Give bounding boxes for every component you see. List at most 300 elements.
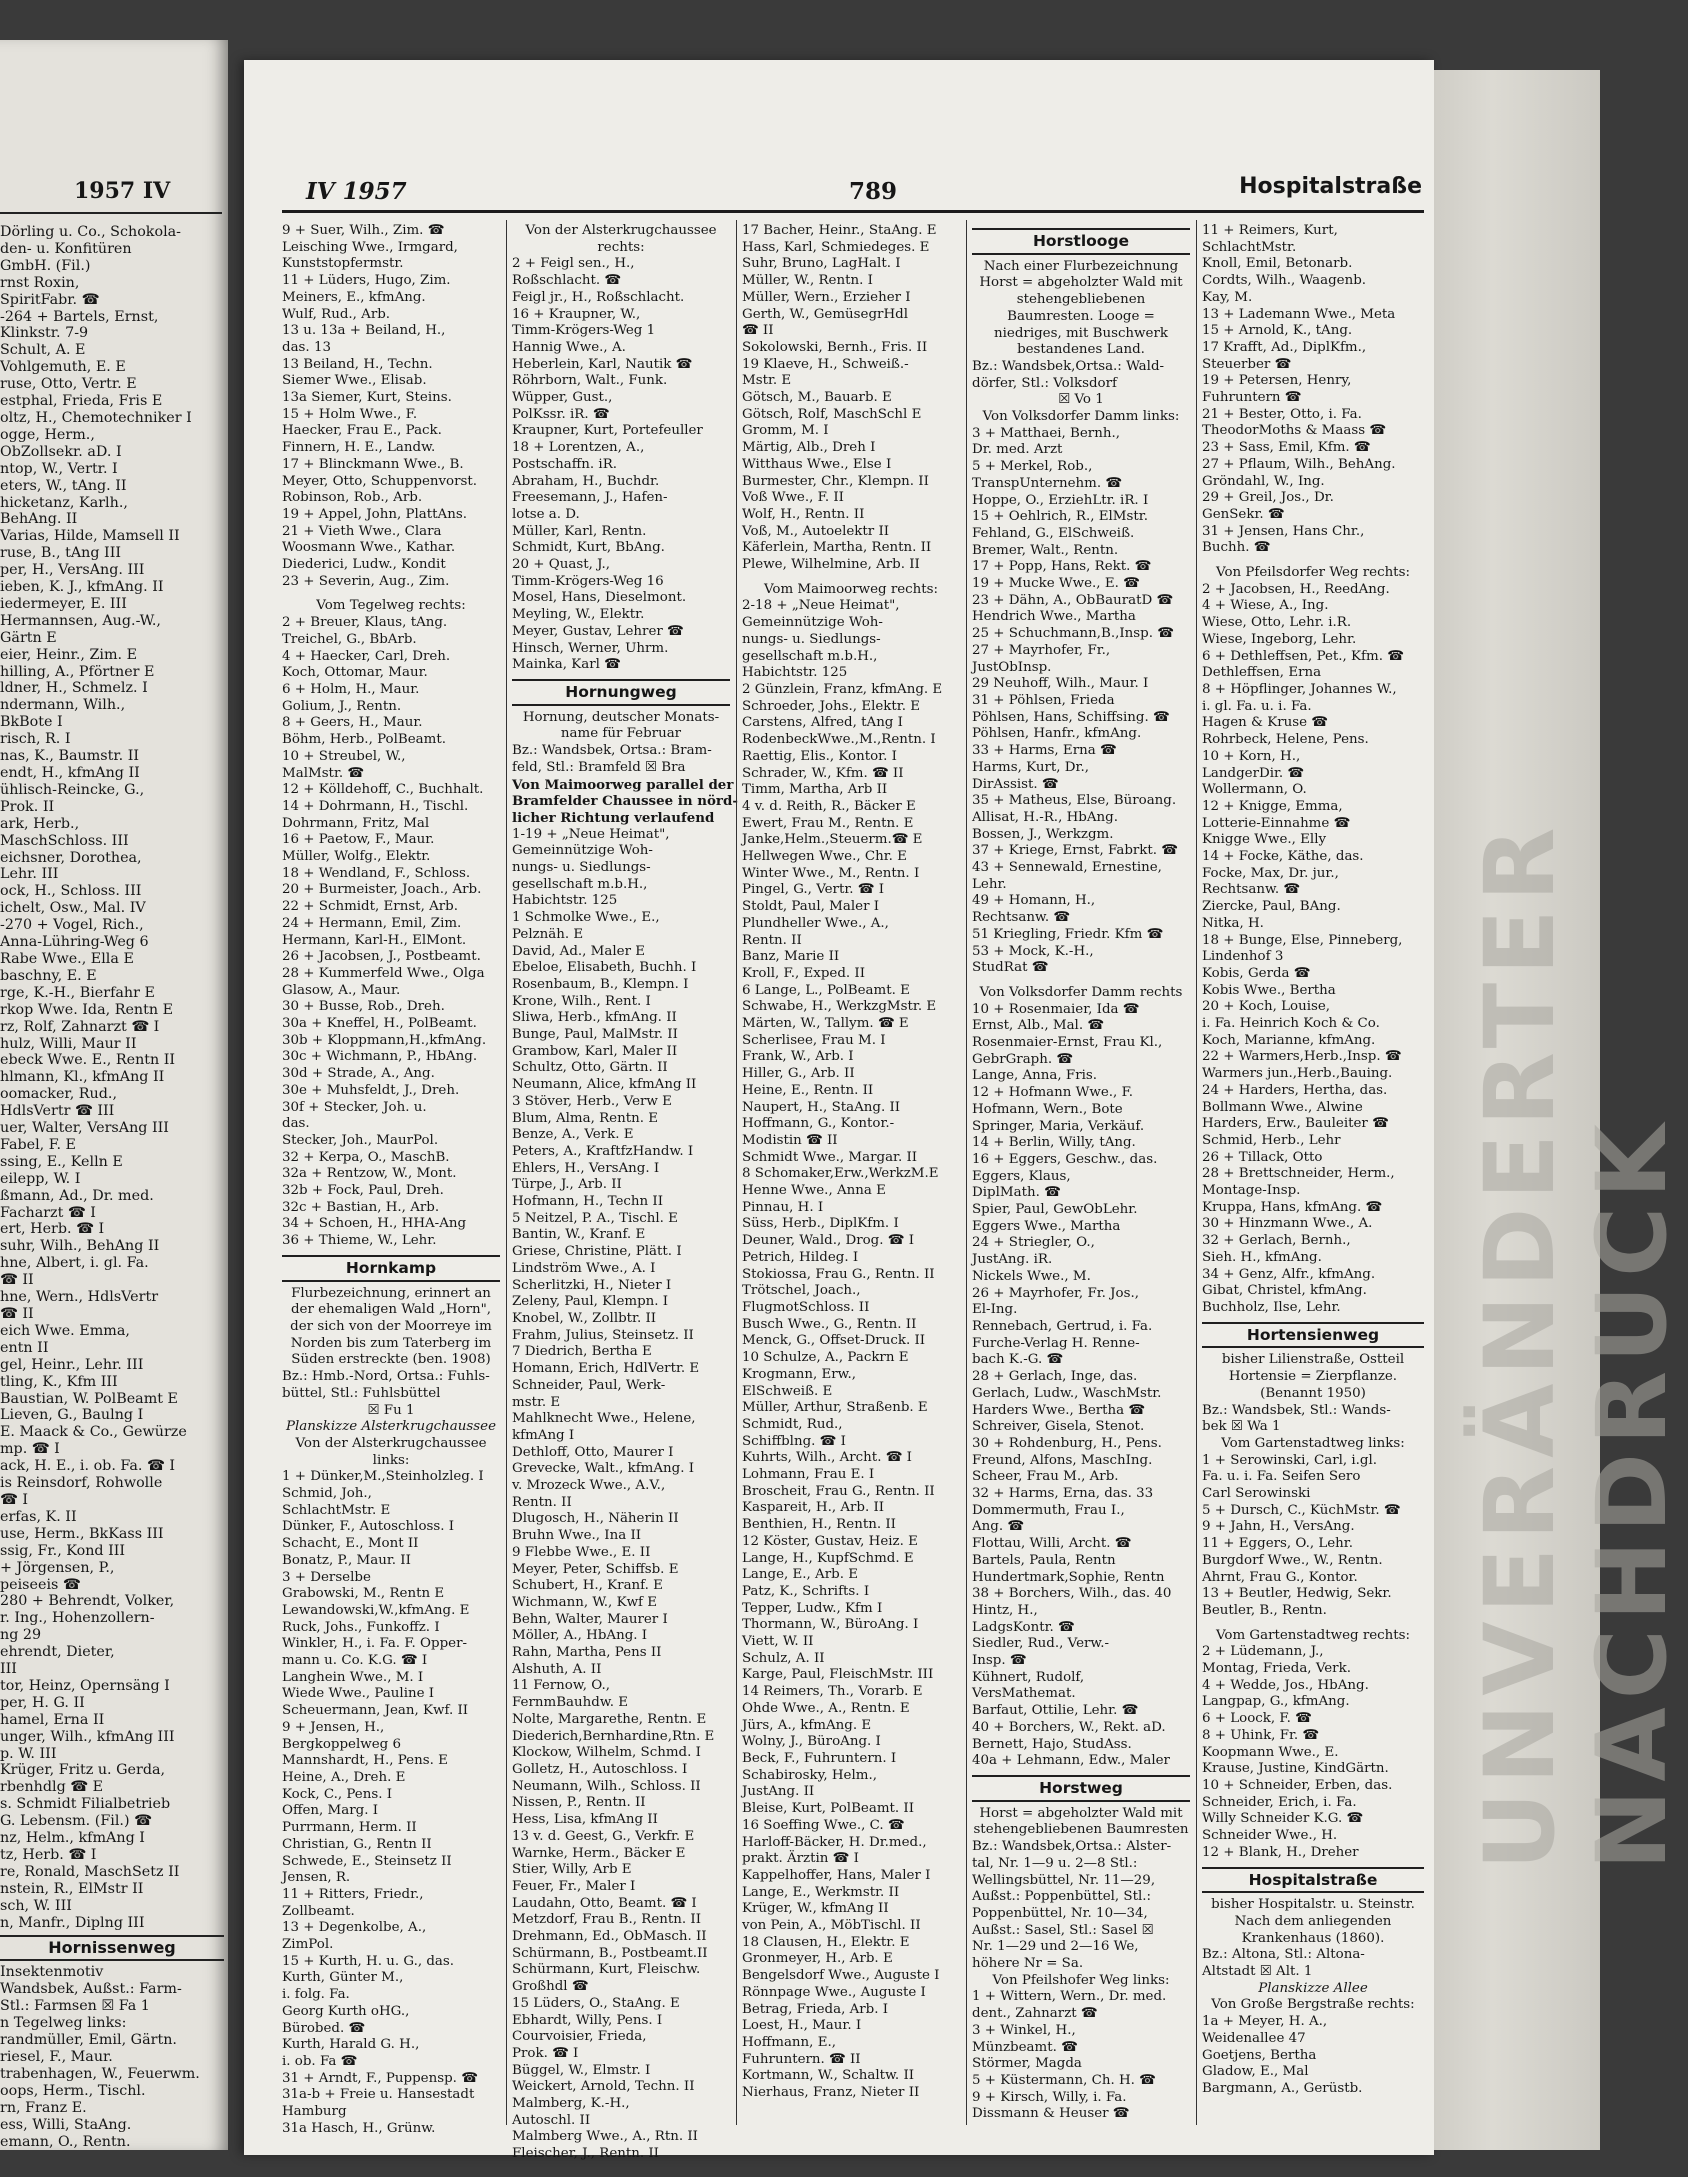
directory-entry: Rohrbeck, Helene, Pens. xyxy=(1202,732,1369,748)
directory-entry: Rosenmaier-Ernst, Frau Kl., xyxy=(972,1035,1163,1051)
directory-entry: Schult, A. E xyxy=(0,342,86,359)
directory-entry: uer, Walter, VersAng III xyxy=(0,1120,169,1137)
directory-entry: 2 Günzlein, Franz, kfmAng. E xyxy=(742,681,943,697)
directory-entry: 17 Bacher, Heinr., StaAng. E xyxy=(742,223,937,238)
directory-entry: 24 + Striegler, O., xyxy=(972,1235,1095,1251)
directory-entry: Nach einer Flurbezeichnung Horst = abgeholzter Wald mit stehengebliebenen Baumresten. Looge = niedriges, mit Buschwerk bestandenes Land. xyxy=(979,258,1183,358)
directory-entry: 30 + Busse, Rob., Dreh. xyxy=(282,999,445,1015)
directory-entry: Nickels Wwe., M. xyxy=(972,1268,1091,1284)
directory-entry: Ewert, Frau M., Rentn. E xyxy=(742,815,914,831)
directory-entry: 20 + Koch, Louise, xyxy=(1202,999,1331,1015)
directory-entry: Patz, K., Schrifts. I xyxy=(742,1583,870,1599)
directory-entry: GmbH. (Fil.) xyxy=(0,257,91,274)
directory-entry: Hess, Lisa, kfmAng II xyxy=(512,1812,658,1828)
directory-entry: p. W. III xyxy=(0,1745,57,1762)
directory-entry: ichelt, Osw., Mal. IV xyxy=(0,900,146,917)
directory-entry: Möller, A., HbAng. I xyxy=(512,1628,648,1644)
directory-entry: 15 + Oehlrich, R., ElMstr. xyxy=(972,509,1148,525)
directory-entry: Schrader, W., Kfm. ☎ II xyxy=(742,765,904,781)
directory-entry: Krogmann, Erw., xyxy=(742,1366,857,1382)
directory-entry: Schneider Wwe., H. xyxy=(1202,1828,1338,1844)
directory-entry: von Pein, A., MöbTischl. II xyxy=(742,1918,921,1934)
directory-entry: 53 + Mock, K.-H., xyxy=(972,943,1094,959)
directory-entry: Leisching Wwe., Irmgard, xyxy=(282,239,458,255)
directory-entry: 16 + Eggers, Geschw., das. xyxy=(972,1151,1158,1167)
directory-entry: Bz.: Wandsbek,Ortsa.: Wald- xyxy=(972,358,1165,374)
directory-entry: Buchh. ☎ xyxy=(1202,540,1271,556)
directory-entry: Rennebach, Gertrud, i. Fa. xyxy=(972,1319,1153,1334)
directory-entry: Schulz, A. II xyxy=(742,1650,825,1666)
directory-entry: Krause, Justine, KindGärtn. xyxy=(1202,1761,1389,1777)
directory-entry: -264 + Bartels, Ernst, xyxy=(0,308,159,325)
directory-entry: re, Ronald, MaschSetz II xyxy=(0,1863,180,1880)
directory-entry: Störmer, Magda xyxy=(972,2056,1082,2072)
directory-entry: Bunge, Paul, MalMstr. II xyxy=(512,1027,678,1043)
directory-entry: Hornung, deutscher Monats- xyxy=(522,709,720,725)
directory-entry: bisher Hospitalstr. u. Steinstr. xyxy=(1211,1897,1415,1913)
directory-entry: ack, H. E., i. ob. Fa. ☎ I xyxy=(0,1458,175,1475)
directory-entry: Wolny, J., BüroAng. I xyxy=(742,1734,881,1750)
directory-entry: gesellschaft m.b.H., xyxy=(742,648,878,664)
directory-entry: eich Wwe. Emma, xyxy=(0,1322,130,1339)
directory-entry: Weidenallee 47 xyxy=(1202,2030,1306,2046)
directory-entry: 3 + Winkel, H., xyxy=(972,2022,1076,2038)
directory-entry: Heine, E., Rentn. II xyxy=(742,1082,874,1098)
directory-entry: Gladow, E., Mal xyxy=(1202,2064,1309,2080)
directory-entry: 24 + Harders, Hertha, das. xyxy=(1202,1082,1388,1098)
directory-entry: Müller, Arthur, Straßenb. E xyxy=(742,1400,928,1416)
directory-entry: links: xyxy=(372,1452,410,1468)
directory-entry: 40 + Borchers, W., Rekt. aD. xyxy=(972,1719,1166,1735)
directory-entry: Von der Alsterkrugchaussee xyxy=(525,223,717,238)
directory-entry: oltz, H., Chemotechniker I xyxy=(0,409,192,426)
directory-entry: Mannshardt, H., Pens. E xyxy=(282,1753,448,1769)
directory-entry: 1-19 + „Neue Heimat", xyxy=(512,826,670,842)
directory-entry: Kurth, Günter M., xyxy=(282,1970,404,1986)
directory-entry: Dünker, F., Autoschloss. I xyxy=(282,1519,455,1535)
directory-entry: Bramfelder Chaussee in nörd- xyxy=(512,793,738,810)
directory-entry: Schneider, Erich, i. Fa. xyxy=(1202,1794,1357,1810)
directory-entry: i. gl. Fa. u. i. Fa. xyxy=(1202,698,1312,714)
directory-entry: VersMathemat. xyxy=(972,1686,1076,1702)
directory-entry: Fa. u. i. Fa. Seifen Sero xyxy=(1202,1469,1361,1485)
directory-entry: Hannig Wwe., A. xyxy=(512,339,626,355)
directory-entry: ehrendt, Dieter, xyxy=(0,1644,115,1661)
column-divider xyxy=(966,220,967,2125)
directory-entry: Rechtsanw. ☎ xyxy=(1202,882,1301,898)
directory-entry: Homann, Erich, HdlVertr. E xyxy=(512,1361,700,1377)
directory-entry: 18 + Bunge, Else, Pinneberg, xyxy=(1202,932,1403,948)
directory-entry: Hellwegen Wwe., Chr. E xyxy=(742,849,907,865)
directory-column-2 xyxy=(512,223,738,2162)
directory-entry: 31a Hasch, H., Grünw. xyxy=(282,2120,436,2136)
street-heading: Hornissenweg xyxy=(0,1935,224,1962)
directory-entry: ssig, Fr., Kond III xyxy=(0,1542,126,1559)
directory-entry: David, Ad., Maler E xyxy=(512,943,645,959)
directory-entry: Peters, A., KraftfzHandw. I xyxy=(512,1143,694,1159)
directory-entry: tor, Heinz, Opernsäng I xyxy=(0,1677,170,1694)
directory-entry: Bonatz, P., Maur. II xyxy=(282,1552,411,1568)
directory-entry: Götsch, Rolf, MaschSchl E xyxy=(742,406,922,422)
directory-entry: 14 + Berlin, Willy, tAng. xyxy=(972,1135,1136,1151)
directory-entry: Bz.: Hmb.-Nord, Ortsa.: Fuhls- xyxy=(282,1369,490,1385)
directory-entry: 7 Diedrich, Bertha E xyxy=(512,1344,652,1360)
directory-entry: Offen, Marg. I xyxy=(282,1803,379,1819)
directory-entry: Scheuermann, Jean, Kwf. II xyxy=(282,1703,469,1719)
directory-entry: Nr. 1—29 und 2—16 We, xyxy=(972,1939,1139,1955)
directory-entry: 30e + Muhsfeldt, J., Dreh. xyxy=(282,1082,460,1098)
directory-entry: baschny, E. E xyxy=(0,967,97,984)
edge-watermark: UNVERÄNDERTER NACHDRUCK xyxy=(1464,819,1688,1870)
directory-entry: Bantin, W., Kranf. E xyxy=(512,1227,646,1243)
directory-entry: E. Maack & Co., Gewürze xyxy=(0,1424,187,1441)
directory-entry: Behn, Walter, Maurer I xyxy=(512,1611,668,1627)
street-heading: Hortensienweg xyxy=(1202,1322,1424,1349)
directory-entry: Planskizze Alsterkrugchaussee xyxy=(285,1419,497,1435)
directory-entry: Heine, A., Dreh. E xyxy=(282,1769,406,1785)
directory-entry: prakt. Ärztin ☎ I xyxy=(742,1851,859,1867)
directory-entry: Vohlgemuth, E. E xyxy=(0,359,126,376)
directory-entry: Türpe, J., Arb. II xyxy=(512,1177,622,1193)
directory-entry: 49 + Homann, H., xyxy=(972,893,1096,909)
directory-entry: 28 + Brettschneider, Herm., xyxy=(1202,1166,1395,1182)
directory-entry: Bossen, J., Werkzgm. xyxy=(972,826,1114,842)
directory-entry: Stier, Willy, Arb E xyxy=(512,1862,632,1878)
directory-entry: per, H., VersAng. III xyxy=(0,562,145,579)
directory-entry: 4 + Haecker, Carl, Dreh. xyxy=(282,648,451,664)
directory-entry: Frank, W., Arb. I xyxy=(742,1049,854,1065)
directory-entry: 27 + Pflaum, Wilh., BehAng. xyxy=(1202,456,1396,472)
directory-entry: Rosenbaum, B., Klempn. I xyxy=(512,976,689,992)
directory-entry: iedermeyer, E. III xyxy=(0,595,127,612)
directory-entry: Lehr. III xyxy=(0,866,59,883)
directory-entry: Knoll, Emil, Betonarb. xyxy=(1202,256,1353,272)
directory-entry: Von der Alsterkrugchaussee xyxy=(295,1435,487,1451)
directory-entry: JustAng. iR. xyxy=(972,1252,1053,1268)
directory-entry: 22 + Warmers,Herb.,Insp. ☎ xyxy=(1202,1049,1402,1065)
directory-entry: 22 + Schmidt, Ernst, Arb. xyxy=(282,899,458,915)
directory-entry: Allisat, H.-R., HbAng. xyxy=(972,809,1118,825)
directory-entry: tz, Herb. ☎ I xyxy=(0,1847,97,1863)
directory-entry: Finnern, H. E., Landw. xyxy=(282,440,436,456)
directory-entry: 4 v. d. Reith, R., Bäcker E xyxy=(742,798,916,814)
directory-entry: 31a-b + Freie u. Hansestadt xyxy=(282,2087,475,2103)
directory-entry: entn II xyxy=(0,1339,49,1356)
directory-entry: Langpap, G., kfmAng. xyxy=(1202,1694,1350,1710)
spacer xyxy=(282,590,500,598)
directory-entry: Gärtn E xyxy=(0,629,57,646)
directory-entry: Malmberg Wwe., A., Rtn. II xyxy=(512,2129,698,2145)
left-page-column xyxy=(0,224,224,2150)
directory-entry: Koch, Ottomar, Maur. xyxy=(282,665,428,681)
directory-entry: Lindenhof 3 xyxy=(1202,949,1284,965)
directory-entry: ess, Willi, StaAng. xyxy=(0,2116,132,2133)
directory-entry: mann u. Co. K.G. ☎ I xyxy=(282,1653,428,1669)
directory-entry: Koch, Marianne, kfmAng. xyxy=(1202,1032,1376,1048)
directory-entry: Jensen, R. xyxy=(282,1870,351,1886)
directory-entry: Grabowski, M., Rentn E xyxy=(282,1586,445,1602)
directory-entry: Tepper, Ludw., Kfm I xyxy=(742,1600,883,1616)
directory-column-5 xyxy=(1202,223,1424,2131)
directory-entry: Schwede, E., Steinsetz II xyxy=(282,1853,452,1869)
directory-entry: Schmidt, Kurt, BbAng. xyxy=(512,540,665,556)
directory-entry: rz, Rolf, Zahnarzt ☎ I xyxy=(0,1018,160,1035)
directory-entry: Von Pfeilshofer Weg links: xyxy=(992,1972,1170,1988)
directory-column-1 xyxy=(282,223,500,2136)
directory-entry: Götsch, M., Bauarb. E xyxy=(742,390,892,406)
directory-entry: Dommermuth, Frau I., xyxy=(972,1502,1125,1518)
directory-entry: dent., Zahnarzt ☎ xyxy=(972,2006,1098,2022)
directory-entry: ock, H., Schloss. III xyxy=(0,883,142,900)
directory-entry: 13a Siemer, Kurt, Steins. xyxy=(282,390,452,406)
directory-entry: Diederici, Ludw., Kondit xyxy=(282,557,446,573)
directory-entry: Habichtstr. 125 xyxy=(742,665,848,681)
directory-entry: 11 + Ritters, Friedr., xyxy=(282,1886,424,1902)
directory-entry: Raettig, Elis., Kontor. I xyxy=(742,748,897,764)
directory-entry: Nierhaus, Franz, Nieter II xyxy=(742,2085,920,2101)
directory-entry: 11 + Eggers, O., Lehr. xyxy=(1202,1536,1353,1552)
directory-entry: Lotterie-Einnahme ☎ xyxy=(1202,815,1351,831)
directory-entry: Bz.: Wandsbek, Ortsa.: Bram- xyxy=(512,743,712,759)
directory-entry: Lieven, G., Baulng I xyxy=(0,1407,144,1424)
directory-entry: Ehlers, H., VersAng. I xyxy=(512,1160,660,1176)
directory-entry: Gerth, W., GemüsegrHdl xyxy=(742,306,908,322)
directory-entry: 21 + Bester, Otto, i. Fa. xyxy=(1202,406,1362,422)
directory-entry: Benthien, H., Rentn. II xyxy=(742,1517,896,1533)
directory-entry: Prok. II xyxy=(0,798,55,815)
directory-entry: licher Richtung verlaufend xyxy=(512,809,715,826)
directory-entry: Schreiver, Gisela, Stenot. xyxy=(972,1419,1145,1435)
directory-entry: MaschSchloss. III xyxy=(0,832,129,849)
directory-entry: r. Ing., Hohenzollern- xyxy=(0,1610,155,1627)
directory-entry: 2 + Jacobsen, H., ReedAng. xyxy=(1202,581,1390,597)
directory-entry: LadgsKontr. ☎ xyxy=(972,1619,1075,1635)
directory-entry: 14 Reimers, Th., Vorarb. E xyxy=(742,1684,923,1700)
directory-entry: hicketanz, Karlh., xyxy=(0,494,128,511)
directory-entry: 17 Krafft, Ad., DiplKfm., xyxy=(1202,339,1367,355)
directory-entry: Kobis, Gerda ☎ xyxy=(1202,965,1311,981)
directory-entry: i. folg. Fa. xyxy=(282,1987,350,2003)
directory-entry: Wichmann, W., Kwf E xyxy=(512,1594,658,1610)
directory-entry: rnst Roxin, xyxy=(0,274,80,291)
directory-entry: Von Maimoorweg parallel der xyxy=(512,776,734,793)
directory-entry: Ebeloe, Elisabeth, Buchh. I xyxy=(512,960,697,976)
directory-entry: 27 + Mayrhofer, Fr., xyxy=(972,642,1111,658)
directory-entry: 16 + Kraupner, W., xyxy=(512,306,641,322)
directory-entry: Gerlach, Ludw., WaschMstr. xyxy=(972,1385,1162,1401)
directory-entry: Warnke, Herm., Bäcker E xyxy=(512,1845,686,1861)
directory-entry: 20 + Quast, J., xyxy=(512,557,610,573)
directory-entry: GebrGraph. ☎ xyxy=(972,1051,1074,1067)
directory-entry: Schubert, H., Kranf. E xyxy=(512,1578,663,1594)
directory-entry: Kuhrts, Wilh., Archt. ☎ I xyxy=(742,1450,912,1466)
directory-entry: eilepp, W. I xyxy=(0,1170,81,1187)
directory-entry: Bruhn Wwe., Ina II xyxy=(512,1528,642,1544)
directory-entry: PolKssr. iR. ☎ xyxy=(512,406,610,422)
directory-entry: Prok. ☎ I xyxy=(512,2045,579,2061)
directory-entry: hne, Albert, i. gl. Fa. xyxy=(0,1255,149,1272)
directory-entry: ruse, Otto, Vertr. E xyxy=(0,376,137,393)
directory-entry: Stl.: Farmsen ☒ Fa 1 xyxy=(0,1998,150,2015)
directory-entry: 37 + Kriege, Ernst, Fabrkt. ☎ xyxy=(972,843,1178,859)
directory-entry: Treichel, G., BbArb. xyxy=(282,631,417,647)
directory-entry: BehAng. II xyxy=(0,511,78,528)
directory-entry: ObZollsekr. aD. I xyxy=(0,443,122,460)
directory-entry: Dissmann & Heuser ☎ xyxy=(972,2106,1130,2122)
directory-entry: Buchholz, Ilse, Lehr. xyxy=(1202,1300,1341,1315)
directory-entry: Rentn. II xyxy=(742,932,802,948)
directory-entry: 31 + Arndt, F., Puppensp. ☎ xyxy=(282,2070,478,2086)
directory-entry: Grevecke, Walt., kfmAng. I xyxy=(512,1461,695,1477)
directory-entry: Lindström Wwe., A. I xyxy=(512,1260,656,1276)
directory-entry: Sokolowski, Bernh., Fris. II xyxy=(742,339,928,355)
directory-entry: Neumann, Alice, kfmAng II xyxy=(512,1077,697,1093)
directory-entry: 11 Fernow, O., xyxy=(512,1678,610,1694)
directory-entry: Griese, Christine, Plätt. I xyxy=(512,1244,682,1260)
directory-entry: Rentn. II xyxy=(512,1494,572,1510)
directory-entry: Wandsbek, Außst.: Farm- xyxy=(0,1981,182,1998)
directory-entry: 12 + Blank, H., Dreher xyxy=(1202,1844,1359,1860)
directory-entry: eichsner, Dorothea, xyxy=(0,849,142,866)
directory-entry: Kunststopfermstr. xyxy=(282,256,404,272)
directory-entry: TheodorMoths & Maass ☎ xyxy=(1202,423,1387,439)
directory-entry: 23 + Severin, Aug., Zim. xyxy=(282,573,450,589)
spacer xyxy=(1202,557,1424,565)
column-divider xyxy=(736,220,737,2125)
directory-entry: Kraupner, Kurt, Portefeuller xyxy=(512,423,703,439)
directory-entry: Meyling, W., Elektr. xyxy=(512,607,645,623)
directory-entry: Golium, J., Rentn. xyxy=(282,698,402,714)
directory-entry: rge, K.-H., Bierfahr E xyxy=(0,984,155,1001)
directory-entry: 18 + Wendland, F., Schloss. xyxy=(282,865,471,881)
directory-entry: Vom Tegelweg rechts: xyxy=(316,598,466,614)
directory-entry: Thormann, W., BüroAng. I xyxy=(742,1617,919,1633)
directory-entry: Sieh. H., kfmAng. xyxy=(1202,1249,1322,1265)
directory-entry: -270 + Vogel, Rich., xyxy=(0,917,144,934)
directory-entry: Gröndahl, W., Ing. xyxy=(1202,473,1325,489)
directory-entry: i. Fa. Heinrich Koch & Co. xyxy=(1202,1016,1380,1032)
directory-entry: Wollermann, O. xyxy=(1202,782,1307,798)
directory-entry: 17 + Blinckmann Wwe., B. xyxy=(282,456,464,472)
directory-entry: Hinsch, Werner, Uhrm. xyxy=(512,640,669,656)
directory-entry: Meyer, Otto, Schuppenvorst. xyxy=(282,473,478,489)
directory-entry: Schiffblng. ☎ I xyxy=(742,1433,846,1449)
directory-entry: Knobel, W., Zollbtr. II xyxy=(512,1311,657,1326)
directory-entry: Gromm, M. I xyxy=(742,423,829,439)
directory-entry: 15 + Holm Wwe., F. xyxy=(282,406,418,422)
directory-entry: Hamburg xyxy=(282,2104,347,2120)
directory-entry: Hass, Karl, Schmiedeges. E xyxy=(742,239,930,255)
spacer xyxy=(742,574,960,582)
directory-entry: Wiede Wwe., Pauline I xyxy=(282,1686,435,1702)
directory-entry: tal, Nr. 1—9 u. 2—8 Stl.: xyxy=(972,1855,1138,1871)
directory-entry: Büggel, W., Elmstr. I xyxy=(512,2062,651,2078)
directory-entry: Dohrmann, Fritz, Mal xyxy=(282,815,430,831)
directory-entry: Winter Wwe., M., Rentn. I xyxy=(742,865,920,881)
directory-entry: Zeleny, Paul, Klempn. I xyxy=(512,1294,669,1310)
directory-entry: Müller, Wern., Erzieher I xyxy=(742,289,911,305)
directory-entry: rbenhdlg ☎ E xyxy=(0,1779,104,1796)
directory-entry: 32b + Fock, Paul, Dreh. xyxy=(282,1183,444,1199)
directory-entry: Hoffmann, G., Kontor.- xyxy=(742,1116,895,1132)
directory-entry: Mainka, Karl ☎ xyxy=(512,657,621,673)
directory-entry: GenSekr. ☎ xyxy=(1202,506,1285,522)
directory-entry: Schmid, Herb., Lehr xyxy=(1202,1132,1341,1148)
directory-entry: gel, Heinr., Lehr. III xyxy=(0,1356,144,1373)
directory-entry: 11 + Lüders, Hugo, Zim. xyxy=(282,273,451,289)
directory-entry: 31 + Jensen, Hans Chr., xyxy=(1202,523,1365,539)
directory-entry: Käferlein, Martha, Rentn. II xyxy=(742,540,932,556)
directory-entry: ert, Herb. ☎ I xyxy=(0,1221,105,1238)
directory-entry: Märtig, Alb., Dreh I xyxy=(742,440,876,456)
directory-entry: Krone, Wilh., Rent. I xyxy=(512,993,651,1009)
directory-entry: Kroll, F., Exped. II xyxy=(742,965,866,981)
directory-entry: Von Volksdorfer Damm links: xyxy=(982,409,1180,425)
directory-entry: trabenhagen, W., Feuerwm. xyxy=(0,2065,200,2082)
directory-entry: dörfer, Stl.: Volksdorf xyxy=(972,375,1117,391)
directory-entry: Mstr. E xyxy=(742,373,792,389)
directory-entry: Furche-Verlag H. Renne- xyxy=(972,1335,1140,1351)
directory-entry: Von Volksdorfer Damm rechts xyxy=(979,984,1183,1000)
directory-entry: ühlisch-Reincke, G., xyxy=(0,781,145,798)
directory-entry: 2-18 + „Neue Heimat", xyxy=(742,598,900,614)
directory-entry: Nach dem anliegenden xyxy=(1234,1913,1392,1929)
directory-entry: Ohde Wwe., A., Rentn. E xyxy=(742,1700,910,1716)
directory-entry: Klockow, Wilhelm, Schmd. I xyxy=(512,1745,701,1761)
directory-entry: feld, Stl.: Bramfeld ☒ Bra xyxy=(512,759,686,775)
directory-entry: 21 + Vieth Wwe., Clara xyxy=(282,523,442,539)
directory-entry: Abraham, H., Buchdr. xyxy=(512,473,660,489)
directory-entry: Cordts, Wilh., Waagenb. xyxy=(1202,273,1367,289)
header-rule xyxy=(282,210,1424,213)
directory-entry: Bernett, Hajo, StudAss. xyxy=(972,1736,1132,1752)
directory-entry: Broscheit, Frau G., Rentn. II xyxy=(742,1483,935,1499)
directory-entry: Suhr, Bruno, LagHalt. I xyxy=(742,256,901,272)
directory-entry: Fuhruntern ☎ xyxy=(1202,390,1302,406)
directory-entry: Freund, Alfons, MaschIng. xyxy=(972,1452,1153,1468)
directory-entry: n, Manfr., Diplng III xyxy=(0,1914,145,1931)
directory-entry: 19 + Appel, John, PlattAns. xyxy=(282,506,467,522)
directory-entry: Schürmann, B., Postbeamt.II xyxy=(512,1945,708,1961)
directory-entry: Benze, A., Verk. E xyxy=(512,1127,634,1143)
directory-entry: Golletz, H., Autoschloss. I xyxy=(512,1761,688,1777)
directory-entry: ebeck Wwe. E., Rentn II xyxy=(0,1052,176,1069)
directory-entry: Hendrich Wwe., Martha xyxy=(972,609,1136,625)
directory-entry: 9 Flebbe Wwe., E. II xyxy=(512,1544,651,1560)
left-header-rule xyxy=(0,212,222,214)
directory-entry: Goetjens, Bertha xyxy=(1202,2047,1317,2063)
directory-entry: Betrag, Frieda, Arb. I xyxy=(742,2001,889,2017)
directory-entry: ElSchweiß. E xyxy=(742,1383,833,1399)
directory-entry: Zollbeamt. xyxy=(282,1903,355,1919)
directory-entry: Timm, Martha, Arb II xyxy=(742,782,888,798)
directory-entry: Willy Schneider K.G. ☎ xyxy=(1202,1811,1364,1827)
directory-entry: 6 + Dethleffsen, Pet., Kfm. ☎ xyxy=(1202,648,1404,664)
directory-entry: Henne Wwe., Anna E xyxy=(742,1183,886,1199)
directory-entry: 2 + Feigl sen., H., xyxy=(512,256,635,272)
right-page-header-left: IV 1957 xyxy=(306,178,407,205)
directory-entry: 30b + Kloppmann,H.,kfmAng. xyxy=(282,1032,487,1048)
directory-entry: Nissen, P., Rentn. II xyxy=(512,1795,646,1811)
directory-entry: 30f + Stecker, Joh. u. xyxy=(282,1099,427,1115)
directory-entry: randmüller, Emil, Gärtn. xyxy=(0,2032,177,2049)
directory-entry: 13 + Beutler, Hedwig, Sekr. xyxy=(1202,1586,1392,1602)
directory-entry: ogge, Herm., xyxy=(0,426,95,443)
directory-entry: 6 + Loock, F. ☎ xyxy=(1202,1711,1312,1727)
directory-entry: Pöhlsen, Hans, Schiffsing. ☎ xyxy=(972,709,1170,725)
directory-entry: Voß, M., Autoelektr II xyxy=(742,523,890,539)
directory-entry: Dethleffsen, Erna xyxy=(1202,665,1322,681)
